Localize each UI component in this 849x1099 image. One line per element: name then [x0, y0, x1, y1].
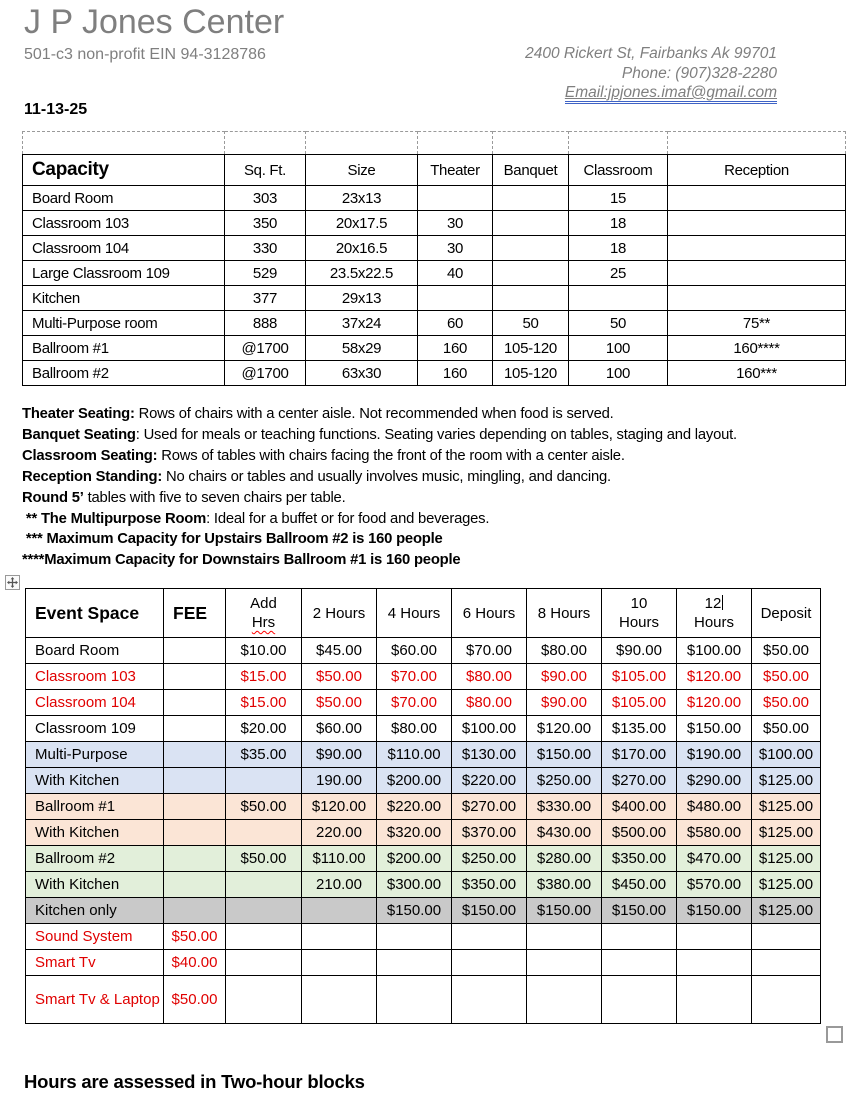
- price-cell[interactable]: $70.00: [452, 638, 527, 664]
- event-space-cell[interactable]: Ballroom #2: [26, 846, 164, 872]
- spellcheck-wavy-underline: Hrs: [251, 614, 276, 631]
- capacity-header-cell[interactable]: Size: [306, 155, 418, 186]
- price-cell[interactable]: [226, 898, 302, 924]
- price-cell[interactable]: [752, 924, 821, 950]
- fee-row: [26, 716, 821, 742]
- note-line[interactable]: Reception Standing: No chairs or tables and usually involves music, mingling, and dancing.: [22, 468, 611, 485]
- price-cell[interactable]: 210.00: [302, 872, 377, 898]
- fee-row: [26, 898, 821, 924]
- price-cell[interactable]: $50.00: [226, 794, 302, 820]
- price-cell[interactable]: [226, 950, 302, 976]
- capacity-value-cell[interactable]: 60: [418, 311, 493, 336]
- price-cell[interactable]: [752, 976, 821, 1024]
- capacity-value-cell[interactable]: 20x16.5: [306, 236, 418, 261]
- fee-table-container: [25, 588, 821, 1024]
- capacity-value-cell[interactable]: 105-120: [493, 361, 569, 386]
- contact-block: [525, 44, 777, 104]
- note-line[interactable]: ** The Multipurpose Room: Ideal for a buffet or for food and beverages.: [22, 510, 490, 527]
- price-cell[interactable]: $290.00: [677, 768, 752, 794]
- event-space-cell[interactable]: Smart Tv: [26, 950, 164, 976]
- price-cell[interactable]: [602, 950, 677, 976]
- fee-row: [26, 638, 821, 664]
- capacity-header-cell[interactable]: Banquet: [493, 155, 569, 186]
- page-title[interactable]: J P Jones Center: [24, 3, 285, 41]
- fee-cell[interactable]: $50.00: [164, 924, 226, 950]
- price-cell[interactable]: $100.00: [452, 716, 527, 742]
- capacity-value-cell[interactable]: 100: [569, 361, 668, 386]
- fee-row: [26, 664, 821, 690]
- price-cell[interactable]: $50.00: [752, 664, 821, 690]
- price-cell[interactable]: $350.00: [452, 872, 527, 898]
- fee-cell[interactable]: [164, 742, 226, 768]
- price-cell[interactable]: $125.00: [752, 872, 821, 898]
- price-cell[interactable]: $15.00: [226, 690, 302, 716]
- price-cell[interactable]: [377, 976, 452, 1024]
- price-cell[interactable]: 220.00: [302, 820, 377, 846]
- price-cell[interactable]: $60.00: [302, 716, 377, 742]
- price-cell[interactable]: $125.00: [752, 820, 821, 846]
- capacity-value-cell[interactable]: 377: [225, 286, 306, 311]
- fee-cell[interactable]: $50.00: [164, 976, 226, 1024]
- capacity-value-cell[interactable]: 75**: [668, 311, 846, 336]
- price-cell[interactable]: [226, 924, 302, 950]
- phone-line[interactable]: Phone: (907)328-2280: [621, 64, 777, 82]
- capacity-value-cell[interactable]: 29x13: [306, 286, 418, 311]
- price-cell[interactable]: [302, 898, 377, 924]
- price-cell[interactable]: $50.00: [226, 846, 302, 872]
- price-cell[interactable]: $135.00: [602, 716, 677, 742]
- price-cell[interactable]: [452, 976, 527, 1024]
- price-cell[interactable]: $430.00: [527, 820, 602, 846]
- price-cell[interactable]: $220.00: [377, 794, 452, 820]
- capacity-value-cell[interactable]: 40: [418, 261, 493, 286]
- note-line[interactable]: Classroom Seating: Rows of tables with chairs facing the front of the room with a center aisle.: [22, 447, 625, 464]
- capacity-value-cell[interactable]: 100: [569, 336, 668, 361]
- table-resize-handle-icon[interactable]: [826, 1026, 843, 1043]
- capacity-value-cell[interactable]: 15: [569, 186, 668, 211]
- price-cell[interactable]: $130.00: [452, 742, 527, 768]
- capacity-value-cell[interactable]: 20x17.5: [306, 211, 418, 236]
- capacity-value-cell[interactable]: 30: [418, 236, 493, 261]
- price-cell[interactable]: $150.00: [602, 898, 677, 924]
- price-cell[interactable]: $45.00: [302, 638, 377, 664]
- room-name-cell[interactable]: Classroom 103: [23, 211, 225, 236]
- fee-header-cell[interactable]: 2 Hours: [302, 589, 377, 638]
- room-name-cell[interactable]: Large Classroom 109: [23, 261, 225, 286]
- price-cell[interactable]: $150.00: [527, 898, 602, 924]
- price-cell[interactable]: $500.00: [602, 820, 677, 846]
- price-cell[interactable]: $50.00: [302, 664, 377, 690]
- capacity-row: [23, 361, 846, 386]
- capacity-value-cell[interactable]: @1700: [225, 361, 306, 386]
- fee-cell[interactable]: [164, 664, 226, 690]
- event-space-cell[interactable]: Classroom 103: [26, 664, 164, 690]
- price-cell[interactable]: $220.00: [452, 768, 527, 794]
- capacity-value-cell[interactable]: [493, 186, 569, 211]
- capacity-value-cell[interactable]: 160: [418, 336, 493, 361]
- capacity-header-row: [23, 155, 846, 186]
- capacity-value-cell[interactable]: [493, 211, 569, 236]
- capacity-value-cell[interactable]: 105-120: [493, 336, 569, 361]
- capacity-value-cell[interactable]: 63x30: [306, 361, 418, 386]
- price-cell[interactable]: $80.00: [452, 690, 527, 716]
- price-cell[interactable]: $150.00: [452, 898, 527, 924]
- note-line[interactable]: Banquet Seating: Used for meals or teaching functions. Seating varies depending on tables, staging and layout.: [22, 426, 737, 443]
- empty-gridline-row[interactable]: [23, 132, 846, 155]
- fee-cell[interactable]: [164, 794, 226, 820]
- price-cell[interactable]: $150.00: [677, 716, 752, 742]
- capacity-value-cell[interactable]: [668, 211, 846, 236]
- nonprofit-ein-line[interactable]: 501-c3 non-profit EIN 94-3128786: [24, 46, 266, 63]
- capacity-value-cell[interactable]: 50: [569, 311, 668, 336]
- price-cell[interactable]: $125.00: [752, 794, 821, 820]
- capacity-row: [23, 186, 846, 211]
- note-line[interactable]: *** Maximum Capacity for Upstairs Ballroom #2 is 160 people: [22, 531, 443, 548]
- event-space-cell[interactable]: Classroom 109: [26, 716, 164, 742]
- price-cell[interactable]: $200.00: [377, 768, 452, 794]
- price-cell[interactable]: $10.00: [226, 638, 302, 664]
- capacity-row: [23, 286, 846, 311]
- price-cell[interactable]: $120.00: [677, 690, 752, 716]
- capacity-header-cell[interactable]: Classroom: [569, 155, 668, 186]
- event-space-cell[interactable]: With Kitchen: [26, 768, 164, 794]
- price-cell[interactable]: $90.00: [602, 638, 677, 664]
- fee-row: [26, 924, 821, 950]
- capacity-value-cell[interactable]: 30: [418, 211, 493, 236]
- fee-header-cell[interactable]: Add Hrs: [226, 589, 302, 638]
- capacity-table-container: [22, 131, 846, 386]
- fee-header-cell[interactable]: 12 Hours: [677, 589, 752, 638]
- price-cell[interactable]: $125.00: [752, 846, 821, 872]
- price-cell[interactable]: $100.00: [752, 742, 821, 768]
- capacity-value-cell[interactable]: 23x13: [306, 186, 418, 211]
- price-cell[interactable]: $50.00: [752, 690, 821, 716]
- capacity-header-cell[interactable]: Theater: [418, 155, 493, 186]
- capacity-value-cell[interactable]: 18: [569, 236, 668, 261]
- capacity-row: [23, 211, 846, 236]
- fee-header-cell[interactable]: FEE: [164, 589, 226, 638]
- price-cell[interactable]: $100.00: [677, 638, 752, 664]
- capacity-header-cell[interactable]: Reception: [668, 155, 846, 186]
- fee-row: [26, 846, 821, 872]
- price-cell[interactable]: $120.00: [677, 664, 752, 690]
- event-space-cell[interactable]: Ballroom #1: [26, 794, 164, 820]
- capacity-header-cell[interactable]: Sq. Ft.: [225, 155, 306, 186]
- text-caret: [722, 595, 723, 610]
- price-cell[interactable]: [226, 976, 302, 1024]
- price-cell[interactable]: [527, 950, 602, 976]
- capacity-value-cell[interactable]: [668, 261, 846, 286]
- price-cell[interactable]: $50.00: [752, 638, 821, 664]
- price-cell[interactable]: $330.00: [527, 794, 602, 820]
- fee-row: [26, 768, 821, 794]
- price-cell[interactable]: $120.00: [302, 794, 377, 820]
- price-cell[interactable]: [302, 950, 377, 976]
- capacity-value-cell[interactable]: 37x24: [306, 311, 418, 336]
- price-cell[interactable]: $110.00: [377, 742, 452, 768]
- capacity-value-cell[interactable]: @1700: [225, 336, 306, 361]
- price-cell[interactable]: [602, 976, 677, 1024]
- price-cell[interactable]: $170.00: [602, 742, 677, 768]
- capacity-table: [22, 131, 846, 386]
- capacity-value-cell[interactable]: 160: [418, 361, 493, 386]
- capacity-value-cell[interactable]: [493, 236, 569, 261]
- fee-row: [26, 794, 821, 820]
- fee-row: [26, 690, 821, 716]
- event-space-cell[interactable]: Classroom 104: [26, 690, 164, 716]
- note-line[interactable]: Theater Seating: Rows of chairs with a center aisle. Not recommended when food is served.: [22, 406, 614, 422]
- capacity-row: [23, 311, 846, 336]
- capacity-value-cell[interactable]: 25: [569, 261, 668, 286]
- price-cell[interactable]: [602, 924, 677, 950]
- room-name-cell[interactable]: Ballroom #1: [23, 336, 225, 361]
- fee-header-cell[interactable]: 8 Hours: [527, 589, 602, 638]
- fee-cell[interactable]: [164, 820, 226, 846]
- capacity-value-cell[interactable]: 160****: [668, 336, 846, 361]
- event-space-cell[interactable]: Multi-Purpose: [26, 742, 164, 768]
- email-link[interactable]: Email:jpjones.imaf@gmail.com: [565, 85, 777, 104]
- room-name-cell[interactable]: Classroom 104: [23, 236, 225, 261]
- price-cell[interactable]: $50.00: [752, 716, 821, 742]
- price-cell[interactable]: [752, 950, 821, 976]
- price-cell[interactable]: $120.00: [527, 716, 602, 742]
- document-date[interactable]: 11-13-25: [24, 101, 88, 118]
- price-cell[interactable]: $400.00: [602, 794, 677, 820]
- fee-cell[interactable]: [164, 846, 226, 872]
- price-cell[interactable]: $90.00: [302, 742, 377, 768]
- price-cell[interactable]: $190.00: [677, 742, 752, 768]
- capacity-header-cell[interactable]: Capacity: [23, 155, 225, 186]
- fee-header-cell[interactable]: 10 Hours: [602, 589, 677, 638]
- capacity-row: [23, 261, 846, 286]
- fee-row: [26, 950, 821, 976]
- fee-cell[interactable]: [164, 716, 226, 742]
- capacity-row: [23, 236, 846, 261]
- fee-cell[interactable]: [164, 768, 226, 794]
- price-cell[interactable]: $480.00: [677, 794, 752, 820]
- fee-header-cell[interactable]: Deposit: [752, 589, 821, 638]
- price-cell[interactable]: $80.00: [377, 716, 452, 742]
- fee-cell[interactable]: [164, 638, 226, 664]
- capacity-value-cell[interactable]: [418, 186, 493, 211]
- event-space-cell[interactable]: Smart Tv & Laptop: [26, 976, 164, 1024]
- price-cell[interactable]: [677, 924, 752, 950]
- price-cell[interactable]: $270.00: [452, 794, 527, 820]
- capacity-value-cell[interactable]: 160***: [668, 361, 846, 386]
- fee-row: [26, 820, 821, 846]
- price-cell[interactable]: $250.00: [452, 846, 527, 872]
- price-cell[interactable]: $270.00: [602, 768, 677, 794]
- price-cell[interactable]: $90.00: [527, 690, 602, 716]
- price-cell[interactable]: $580.00: [677, 820, 752, 846]
- note-line[interactable]: Round 5’ tables with five to seven chairs per table.: [22, 489, 346, 506]
- price-cell[interactable]: $380.00: [527, 872, 602, 898]
- price-cell[interactable]: 190.00: [302, 768, 377, 794]
- price-cell[interactable]: $125.00: [752, 768, 821, 794]
- price-cell[interactable]: [302, 924, 377, 950]
- event-space-cell[interactable]: Kitchen only: [26, 898, 164, 924]
- address-line[interactable]: 2400 Rickert St, Fairbanks Ak 99701: [525, 45, 777, 62]
- room-name-cell[interactable]: Board Room: [23, 186, 225, 211]
- price-cell[interactable]: $320.00: [377, 820, 452, 846]
- price-cell[interactable]: [226, 820, 302, 846]
- price-cell[interactable]: [527, 976, 602, 1024]
- note-line[interactable]: ****Maximum Capacity for Downstairs Ballroom #1 is 160 people: [22, 552, 461, 569]
- price-cell[interactable]: $280.00: [527, 846, 602, 872]
- price-cell[interactable]: $470.00: [677, 846, 752, 872]
- price-cell[interactable]: $110.00: [302, 846, 377, 872]
- price-cell[interactable]: [377, 924, 452, 950]
- capacity-value-cell[interactable]: 529: [225, 261, 306, 286]
- capacity-value-cell[interactable]: [668, 236, 846, 261]
- price-cell[interactable]: $80.00: [527, 638, 602, 664]
- hours-note[interactable]: Hours are assessed in Two-hour blocks: [24, 1071, 365, 1092]
- price-cell[interactable]: [452, 924, 527, 950]
- price-cell[interactable]: [527, 924, 602, 950]
- price-cell[interactable]: $125.00: [752, 898, 821, 924]
- price-cell[interactable]: $250.00: [527, 768, 602, 794]
- price-cell[interactable]: $150.00: [377, 898, 452, 924]
- price-cell[interactable]: [452, 950, 527, 976]
- event-space-cell[interactable]: Board Room: [26, 638, 164, 664]
- fee-row: [26, 742, 821, 768]
- capacity-value-cell[interactable]: 303: [225, 186, 306, 211]
- event-space-cell[interactable]: With Kitchen: [26, 872, 164, 898]
- fee-header-row: [26, 589, 821, 638]
- capacity-value-cell[interactable]: 330: [225, 236, 306, 261]
- price-cell[interactable]: [226, 768, 302, 794]
- capacity-value-cell[interactable]: [493, 261, 569, 286]
- price-cell[interactable]: $150.00: [527, 742, 602, 768]
- room-name-cell[interactable]: Ballroom #2: [23, 361, 225, 386]
- price-cell[interactable]: $570.00: [677, 872, 752, 898]
- seating-notes: [22, 404, 837, 571]
- fee-cell[interactable]: $40.00: [164, 950, 226, 976]
- price-cell[interactable]: $105.00: [602, 664, 677, 690]
- capacity-value-cell[interactable]: 23.5x22.5: [306, 261, 418, 286]
- price-cell[interactable]: $200.00: [377, 846, 452, 872]
- event-space-cell[interactable]: With Kitchen: [26, 820, 164, 846]
- price-cell[interactable]: [377, 950, 452, 976]
- price-cell[interactable]: $90.00: [527, 664, 602, 690]
- fee-row: [26, 976, 821, 1024]
- room-name-cell[interactable]: Multi-Purpose room: [23, 311, 225, 336]
- price-cell[interactable]: $50.00: [302, 690, 377, 716]
- price-cell[interactable]: [677, 950, 752, 976]
- capacity-value-cell[interactable]: [418, 286, 493, 311]
- price-cell[interactable]: [226, 872, 302, 898]
- fee-header-cell[interactable]: 4 Hours: [377, 589, 452, 638]
- price-cell[interactable]: $105.00: [602, 690, 677, 716]
- price-cell[interactable]: $80.00: [452, 664, 527, 690]
- fee-row: [26, 872, 821, 898]
- fee-table: [25, 588, 821, 1024]
- capacity-value-cell[interactable]: [493, 286, 569, 311]
- capacity-row: [23, 336, 846, 361]
- price-cell[interactable]: $15.00: [226, 664, 302, 690]
- price-cell[interactable]: [302, 976, 377, 1024]
- price-cell[interactable]: $35.00: [226, 742, 302, 768]
- capacity-value-cell[interactable]: 888: [225, 311, 306, 336]
- price-cell[interactable]: $150.00: [677, 898, 752, 924]
- capacity-value-cell[interactable]: 50: [493, 311, 569, 336]
- price-cell[interactable]: $300.00: [377, 872, 452, 898]
- capacity-value-cell[interactable]: [569, 286, 668, 311]
- capacity-value-cell[interactable]: 58x29: [306, 336, 418, 361]
- capacity-value-cell[interactable]: 350: [225, 211, 306, 236]
- price-cell[interactable]: $450.00: [602, 872, 677, 898]
- fee-header-cell[interactable]: Event Space: [26, 589, 164, 638]
- fee-cell[interactable]: [164, 690, 226, 716]
- price-cell[interactable]: $350.00: [602, 846, 677, 872]
- capacity-value-cell[interactable]: [668, 286, 846, 311]
- fee-cell[interactable]: [164, 898, 226, 924]
- price-cell[interactable]: [677, 976, 752, 1024]
- price-cell[interactable]: $60.00: [377, 638, 452, 664]
- fee-cell[interactable]: [164, 872, 226, 898]
- capacity-value-cell[interactable]: [668, 186, 846, 211]
- price-cell[interactable]: $370.00: [452, 820, 527, 846]
- room-name-cell[interactable]: Kitchen: [23, 286, 225, 311]
- capacity-value-cell[interactable]: 18: [569, 211, 668, 236]
- price-cell[interactable]: $70.00: [377, 664, 452, 690]
- price-cell[interactable]: $70.00: [377, 690, 452, 716]
- event-space-cell[interactable]: Sound System: [26, 924, 164, 950]
- fee-header-cell[interactable]: 6 Hours: [452, 589, 527, 638]
- table-move-handle-icon[interactable]: [5, 575, 20, 590]
- price-cell[interactable]: $20.00: [226, 716, 302, 742]
